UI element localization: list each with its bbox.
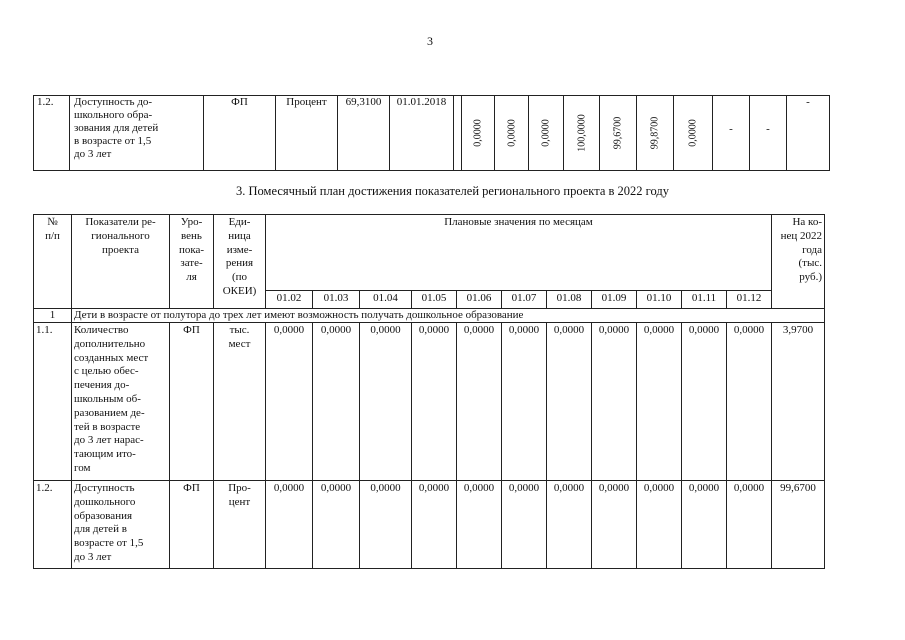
- month-header: 01.07: [502, 291, 547, 309]
- row-value: 0,0000: [412, 481, 457, 569]
- row-value: 0,0000: [360, 481, 412, 569]
- row-value: 0,0000: [592, 481, 637, 569]
- top-value-cell: [673, 95, 712, 170]
- row-value: 0,0000: [637, 481, 682, 569]
- row-num: 1.1.: [34, 323, 72, 481]
- row-value: 0,0000: [592, 323, 637, 481]
- top-value-cell: [494, 95, 528, 170]
- top-value: 0,0000: [687, 118, 699, 147]
- table-row: [34, 481, 825, 569]
- row-value: 0,0000: [266, 323, 313, 481]
- month-header: 01.04: [360, 291, 412, 309]
- row-value: 0,0000: [457, 323, 502, 481]
- header-indicator: Показатели ре- гионального проекта: [72, 215, 170, 309]
- row-value: 0,0000: [727, 481, 772, 569]
- row-value: 0,0000: [457, 481, 502, 569]
- top-value-dash: -: [749, 95, 786, 170]
- row-value: 0,0000: [313, 481, 360, 569]
- month-header: 01.11: [682, 291, 727, 309]
- row-value: 0,0000: [502, 481, 547, 569]
- row-value: 0,0000: [360, 323, 412, 481]
- row-level: ФП: [170, 323, 214, 481]
- top-value: 0,0000: [506, 118, 517, 147]
- row-value: 0,0000: [547, 481, 592, 569]
- top-row-unit: Процент: [275, 95, 337, 170]
- month-header: 01.08: [547, 291, 592, 309]
- top-table-fragment: [33, 95, 830, 170]
- header-num: № п/п: [34, 215, 72, 309]
- top-value: 99,8700: [649, 116, 661, 149]
- top-row-name: Доступность до- школьного обра- зования для детей в возрасте от 1,5 до 3 лет: [69, 95, 203, 170]
- group-row-num: 1: [34, 309, 72, 323]
- row-value: 0,0000: [682, 323, 727, 481]
- header-unit: Еди- ница изме- рения (по ОКЕИ): [214, 215, 266, 309]
- page-number: 3: [427, 34, 433, 48]
- month-header: 01.02: [266, 291, 313, 309]
- row-level: ФП: [170, 481, 214, 569]
- top-value-cell: [461, 95, 494, 170]
- row-year-end: 99,6700: [772, 481, 825, 569]
- month-header: 01.06: [457, 291, 502, 309]
- row-value: 0,0000: [502, 323, 547, 481]
- row-unit: Про- цент: [214, 481, 266, 569]
- header-monthly: Плановые значения по месяцам: [266, 215, 772, 291]
- header-level: Уро- вень пока- зате- ля: [170, 215, 214, 309]
- top-value-cell: [528, 95, 563, 170]
- month-header: 01.10: [637, 291, 682, 309]
- row-name: Доступность дошкольного образования для детей в возрасте от 1,5 до 3 лет: [72, 481, 170, 569]
- group-row-text: Дети в возрасте от полутора до трех лет имеют возможность получать дошкольное образование: [72, 309, 825, 323]
- monthly-plan-table: [33, 214, 825, 569]
- top-value-cell: [563, 95, 599, 170]
- row-unit: тыс. мест: [214, 323, 266, 481]
- top-row-base-value: 69,3100: [337, 95, 389, 170]
- top-value: 0,0000: [540, 118, 552, 147]
- row-value: 0,0000: [547, 323, 592, 481]
- top-value: 100,0000: [576, 113, 587, 152]
- top-row-level: ФП: [203, 95, 275, 170]
- top-value-dash: -: [712, 95, 749, 170]
- top-value-cell: [636, 95, 673, 170]
- header-year-end: На ко- нец 2022 года (тыс. руб.): [772, 215, 825, 309]
- row-value: 0,0000: [266, 481, 313, 569]
- top-row-number: 1.2.: [33, 95, 69, 170]
- top-row-base-date: 01.01.2018: [389, 95, 453, 170]
- section-title: 3. Помесячный план достижения показателей регионального проекта в 2022 году: [236, 184, 669, 198]
- top-value-cell: [599, 95, 636, 170]
- row-value: 0,0000: [637, 323, 682, 481]
- row-value: 0,0000: [412, 323, 457, 481]
- row-value: 0,0000: [727, 323, 772, 481]
- month-header: 01.12: [727, 291, 772, 309]
- month-header: 01.09: [592, 291, 637, 309]
- month-header: 01.03: [313, 291, 360, 309]
- row-year-end: 3,9700: [772, 323, 825, 481]
- row-num: 1.2.: [34, 481, 72, 569]
- table-row: [34, 323, 825, 481]
- row-value: 0,0000: [682, 481, 727, 569]
- row-value: 0,0000: [313, 323, 360, 481]
- row-name: Количество дополнительно созданных мест с целью обес- печения до- школьным об- разованием де- тей в возрасте до 3 лет нарас- тающим ито- гом: [72, 323, 170, 481]
- top-value-dash: -: [786, 95, 830, 170]
- top-value: 99,6700: [612, 116, 624, 149]
- top-value: 0,0000: [472, 118, 484, 147]
- month-header: 01.05: [412, 291, 457, 309]
